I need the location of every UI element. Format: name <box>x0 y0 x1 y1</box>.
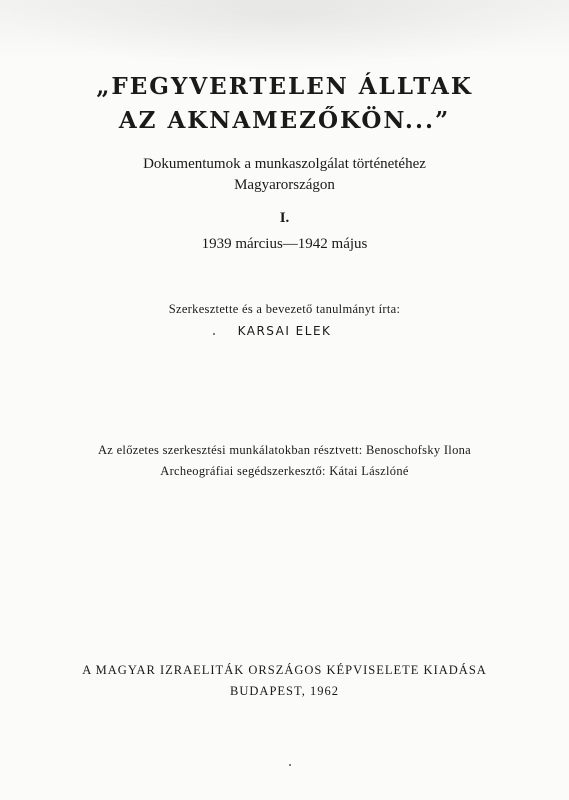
date-range: 1939 március—1942 május <box>201 236 368 252</box>
editor-name: KARSAI ELEK <box>237 324 332 338</box>
speck-mark <box>289 764 291 766</box>
volume-number: I. <box>279 210 290 226</box>
bleed-through-shadow <box>0 0 569 70</box>
subtitle-line-2: Magyarországon <box>234 177 335 193</box>
credit-line-1: Az előzetes szerkesztési munkálatokban résztvett: Benoschofsky Ilona <box>97 443 472 457</box>
credit-line-2: Archeográfiai segédszerkesztő: Kátai Lászlóné <box>160 464 409 478</box>
imprint-line: BUDAPEST, 1962 <box>230 684 339 698</box>
book-title-line-1: „FEGYVERTELEN ÁLLTAK <box>96 73 473 100</box>
subtitle-line-1: Dokumentumok a munkaszolgálat történetéhez <box>143 156 426 172</box>
editor-label: Szerkesztette és a bevezető tanulmányt írta: <box>168 302 401 316</box>
publisher-line: A MAGYAR IZRAELITÁK ORSZÁGOS KÉPVISELETE KIADÁSA <box>82 663 487 677</box>
book-title-line-2: AZ AKNAMEZŐKÖN...” <box>118 107 451 134</box>
speck-mark <box>213 333 215 335</box>
